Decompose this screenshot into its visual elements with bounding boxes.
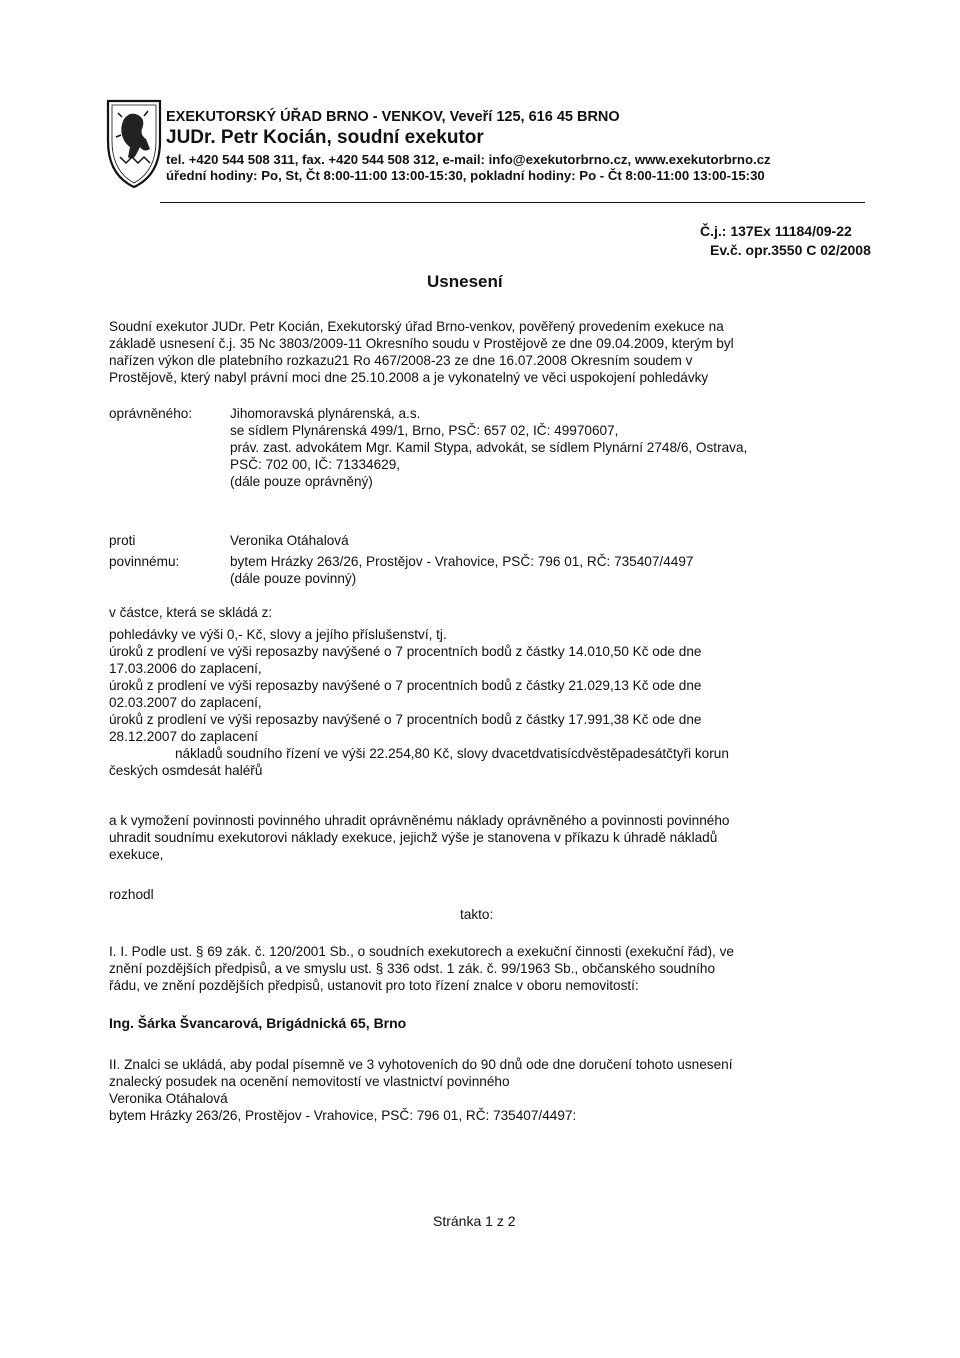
- debtor-line: bytem Hrázky 263/26, Prostějov - Vrahovice, PSČ: 796 01, RČ: 735407/4497: [230, 554, 694, 569]
- creditor-line: PSČ: 702 00, IČ: 71334629,: [230, 457, 401, 472]
- obligation-paragraph: [109, 812, 869, 863]
- debtor-line: (dále pouze povinný): [230, 571, 357, 586]
- amounts-block: [109, 604, 869, 779]
- intro-line: Soudní exekutor JUDr. Petr Kocián, Exekutorský úřad Brno-venkov, pověřený provedením exekuce na: [109, 319, 724, 334]
- amount-line: 17.03.2006 do zaplacení,: [109, 661, 262, 676]
- creditor-line: práv. zast. advokátem Mgr. Kamil Stypa, advokát, se sídlem Plynární 2748/6, Ostrava,: [230, 440, 748, 455]
- page-number: Stránka 1 z 2: [433, 1213, 516, 1229]
- amount-line: pohledávky ve výši 0,- Kč, slovy a jejího příslušenství, tj.: [109, 627, 447, 642]
- header-divider: [160, 202, 865, 203]
- decided-label: rozhodl: [109, 887, 154, 902]
- intro-paragraph: [109, 318, 869, 386]
- point-two: [109, 1056, 869, 1124]
- amount-line: úroků z prodlení ve výši reposazby navýšené o 7 procentních bodů z částky 14.010,50 Kč ode dne: [109, 644, 702, 659]
- point-one: [109, 943, 869, 994]
- amount-line: 28.12.2007 do zaplacení: [109, 729, 258, 744]
- creditor-line: (dále pouze oprávněný): [230, 474, 373, 489]
- point-one-line: znění pozdějších předpisů, a ve smyslu ust. § 336 odst. 1 zák. č. 99/1963 Sb., občanského soudního: [109, 961, 716, 976]
- obligation-line: exekuce,: [109, 847, 164, 862]
- obligation-line: a k vymožení povinnosti povinného uhradit oprávněnému náklady oprávněného a povinnosti povinného: [109, 813, 730, 828]
- intro-line: základě usnesení č.j. 35 Nc 3803/2009-11 Okresního soudu v Prostějově ze dne 09.04.2009, kterým byl: [109, 336, 734, 351]
- amount-line: nákladů soudního řízení ve výši 22.254,80 Kč, slovy dvacetdvatisícdvěstěpadesátčtyři korun: [175, 746, 729, 761]
- intro-line: Prostějově, který nabyl právní moci dne 25.10.2008 a je vykonatelný ve věci uspokojení pohledávky: [109, 370, 709, 385]
- office-address: EXEKUTORSKÝ ÚŘAD BRNO - VENKOV, Veveří 125, 616 45 BRNO: [166, 109, 620, 125]
- point-one-line: řádu, ve znění pozdějších předpisů, ustanovit pro toto řízení znalce v oboru nemovitostí:: [109, 978, 639, 993]
- against-label: proti: [109, 533, 136, 548]
- point-two-line: II. Znalci se ukládá, aby podal písemně ve 3 vyhotoveních do 90 dnů ode dne doručení tohoto usnesení: [109, 1057, 733, 1072]
- takto-label: takto:: [460, 907, 494, 922]
- amount-line: úroků z prodlení ve výši reposazby navýšené o 7 procentních bodů z částky 17.991,38 Kč ode dne: [109, 712, 702, 727]
- creditor-line: se sídlem Plynárenská 499/1, Brno, PSČ: 657 02, IČ: 49970607,: [230, 423, 619, 438]
- coat-of-arms-logo: [104, 97, 164, 189]
- contact-line: tel. +420 544 508 311, fax. +420 544 508 312, e-mail: info@exekutorbrno.cz, www.exekutorbrno.cz: [166, 152, 771, 167]
- executor-name: JUDr. Petr Kocián, soudní exekutor: [166, 127, 484, 148]
- office-hours: úřední hodiny: Po, St, Čt 8:00-11:00 13:00-15:30, pokladní hodiny: Po - Čt 8:00-11:00 13:00-15:30: [166, 168, 765, 183]
- point-two-line: znalecký posudek na ocenění nemovitostí ve vlastnictví povinného: [109, 1074, 510, 1089]
- obligation-line: uhradit soudnímu exekutorovi náklady exekuce, jejichž výše je stanovena v příkazu k úhradě nákladů: [109, 830, 718, 845]
- amount-line: úroků z prodlení ve výši reposazby navýšené o 7 procentních bodů z částky 21.029,13 Kč ode dne: [109, 678, 702, 693]
- debtor-block: [230, 532, 693, 587]
- intro-line: nařízen výkon dle platebního rozkazu21 Ro 467/2008-23 ze dne 16.07.2008 Okresním soudem v: [109, 353, 693, 368]
- expert-name: Ing. Šárka Švancarová, Brigádnická 65, Brno: [109, 1015, 407, 1031]
- point-one-line: I. I. Podle ust. § 69 zák. č. 120/2001 Sb., o soudních exekutorech a exekuční činnosti (exekuční řád), ve: [109, 944, 734, 959]
- evidence-number: Ev.č. opr.3550 C 02/2008: [710, 242, 871, 258]
- creditor-label: oprávněného:: [109, 406, 193, 421]
- debtor-line: Veronika Otáhalová: [230, 533, 349, 548]
- creditor-block: [230, 405, 747, 490]
- document-title: Usnesení: [427, 272, 503, 291]
- amount-line: českých osmdesát haléřů: [109, 763, 263, 778]
- case-number: Č.j.: 137Ex 11184/09-22: [700, 223, 852, 239]
- point-two-line: bytem Hrázky 263/26, Prostějov - Vrahovice, PSČ: 796 01, RČ: 735407/4497:: [109, 1108, 577, 1123]
- point-two-line: Veronika Otáhalová: [109, 1091, 228, 1106]
- amount-line: 02.03.2007 do zaplacení,: [109, 695, 262, 710]
- debtor-label: povinnému:: [109, 554, 180, 569]
- amount-line: v částce, která se skládá z:: [109, 605, 273, 620]
- creditor-line: Jihomoravská plynárenská, a.s.: [230, 406, 421, 421]
